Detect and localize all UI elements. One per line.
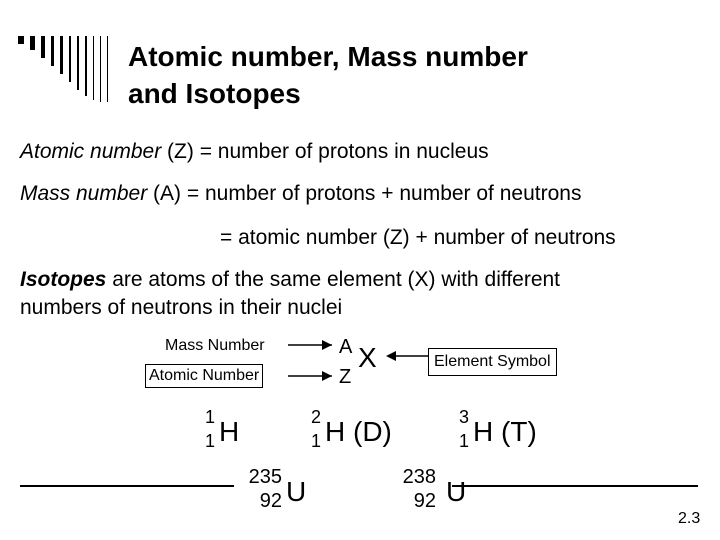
hydrogen-1-mass: 1 <box>205 407 216 427</box>
uranium-235-isotope <box>236 466 326 516</box>
hydrogen-3-isotope <box>459 408 589 454</box>
mass-number-rest: (A) = number of protons + number of neutrons <box>147 182 582 205</box>
hydrogen-1-isotope <box>205 408 285 454</box>
uranium-238-mass: 238 <box>402 466 436 488</box>
mass-number-term: Mass number <box>20 182 148 205</box>
hydrogen-1-symbol: H <box>219 416 240 447</box>
hydrogen-3-suffix: (T) <box>493 416 537 447</box>
notation-element-X: X <box>358 342 377 373</box>
notation-mass-A: A <box>339 336 353 358</box>
uranium-238-isotope <box>396 466 486 516</box>
uranium-238-symbol: U <box>446 476 467 507</box>
hydrogen-3-number: 1 <box>459 431 470 451</box>
isotopes-rest: are atoms of the same element (X) with different <box>106 268 561 291</box>
right-divider-line <box>452 485 698 487</box>
mass-number-continuation: = atomic number (Z) + number of neutrons <box>220 226 616 249</box>
isotopes-definition-line2: numbers of neutrons in their nuclei <box>20 296 343 319</box>
hydrogen-3-symbol-line <box>473 416 537 448</box>
uranium-235-mass: 235 <box>248 466 282 488</box>
uranium-238-number: 92 <box>413 490 436 512</box>
hydrogen-2-symbol: H <box>325 416 346 447</box>
hydrogen-2-number: 1 <box>311 431 322 451</box>
hydrogen-2-isotope <box>311 408 441 454</box>
slide-title-line1: Atomic number, Mass number <box>128 41 528 72</box>
hydrogen-3-symbol: H <box>473 416 494 447</box>
uranium-235-symbol: U <box>286 476 307 507</box>
slide-title-line2: and Isotopes <box>128 78 301 109</box>
hydrogen-2-suffix: (D) <box>345 416 392 447</box>
left-divider-line <box>20 485 234 487</box>
notation-atomic-Z: Z <box>339 366 352 388</box>
mass-number-label: Mass Number <box>161 334 269 358</box>
isotopes-term: Isotopes <box>20 268 107 291</box>
hydrogen-1-number: 1 <box>205 431 216 451</box>
hydrogen-3-mass: 3 <box>459 407 470 427</box>
atomic-number-term: Atomic number <box>20 140 162 163</box>
uranium-235-number: 92 <box>259 490 282 512</box>
atomic-number-rest: (Z) = number of protons in nucleus <box>161 140 489 163</box>
element-symbol-label: Element Symbol <box>428 348 557 376</box>
hydrogen-2-mass: 2 <box>311 407 322 427</box>
hydrogen-2-symbol-line <box>325 416 392 448</box>
atomic-number-label: Atomic Number <box>145 364 263 388</box>
slide-number: 2.3 <box>678 510 701 527</box>
